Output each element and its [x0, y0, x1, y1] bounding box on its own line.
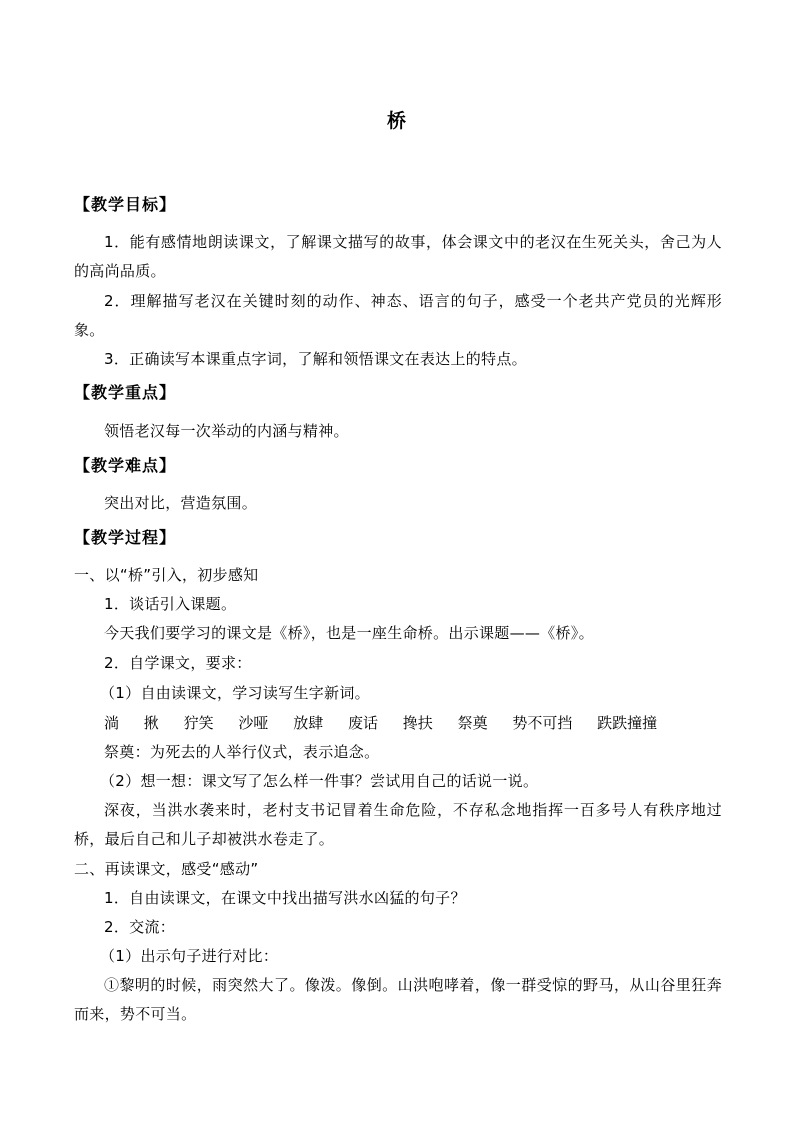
vocab-word: 势不可挡: [512, 714, 573, 732]
vocab-word: 跌跌撞撞: [597, 714, 658, 732]
heading-teaching-goals: 【教学目标】: [74, 195, 177, 214]
part2-step2: 2．交流：: [104, 918, 176, 936]
part1-sub1: （1）自由读课文，学习读写生字新词。: [100, 684, 370, 702]
part1-step1: 1．谈话引入课题。: [104, 595, 237, 613]
part1-title: 一、以“桥”引入，初步感知: [74, 566, 259, 584]
vocab-word: 废话: [347, 714, 378, 732]
part1-step2: 2．自学课文，要求：: [104, 654, 252, 672]
vocab-definition: 祭奠：为死去的人举行仪式，表示追念。: [104, 743, 380, 761]
page-title: 桥: [386, 110, 407, 132]
vocab-word: 放肆: [293, 714, 324, 732]
vocab-list: [104, 709, 677, 738]
flood-quote: ①黎明的时候，雨突然大了。像泼。像倒。山洪咆哮着，像一群受惊的野马，从山谷里狂奔而来，势不可当。: [74, 976, 722, 1023]
goal-item-3: 3．正确读写本课重点字词，了解和领悟课文在表达上的特点。: [104, 350, 527, 368]
heading-teaching-process: 【教学过程】: [74, 528, 177, 547]
part1-sub2: （2）想一想：课文写了怎么样一件事？尝试用自己的话说一说。: [100, 772, 539, 790]
vocab-word: 搀扶: [402, 714, 433, 732]
vocab-word: 淌: [104, 714, 120, 732]
vocab-word: 沙哑: [238, 714, 269, 732]
part1-step1-text: 今天我们要学习的课文是《桥》，也是一座生命桥。出示课题——《桥》。: [104, 624, 594, 642]
vocab-word: 祭奠: [457, 714, 488, 732]
story-summary: 深夜，当洪水袭来时，老村支书记冒着生命危险，不存私念地指挥一百多号人有秩序地过桥，最后自己和儿子却被洪水卷走了。: [74, 801, 722, 848]
focus-text: 领悟老汉每一次举动的内涵与精神。: [104, 422, 349, 440]
goal-item-1: 1．能有感情地朗读课文，了解课文描写的故事，体会课文中的老汉在生死关头，舍己为人的高尚品质。: [74, 233, 722, 280]
difficulty-text: 突出对比，营造氛围。: [104, 494, 258, 512]
heading-teaching-focus: 【教学重点】: [74, 383, 177, 402]
vocab-word: 揪: [143, 714, 159, 732]
vocab-word: 狞笑: [183, 714, 214, 732]
part2-title: 二、再读课文，感受“感动”: [74, 860, 259, 878]
part2-sub1: （1）出示句子进行对比：: [100, 947, 279, 965]
part2-step1: 1．自由读课文，在课文中找出描写洪水凶猛的句子？: [104, 889, 466, 907]
goal-item-2: 2．理解描写老汉在关键时刻的动作、神态、语言的句子，感受一个老共产党员的光辉形象。: [74, 292, 722, 339]
heading-teaching-difficulty: 【教学难点】: [74, 456, 177, 475]
